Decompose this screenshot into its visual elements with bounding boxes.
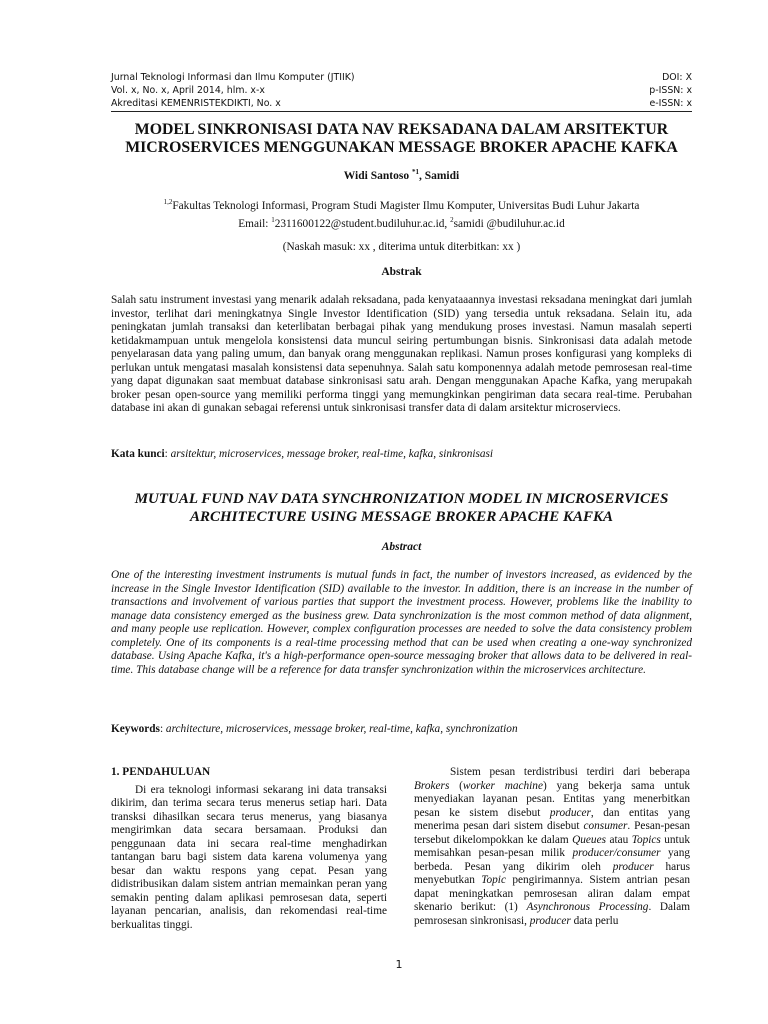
keywords: Keywords: architecture, microservices, message broker, real-time, kafka, synchronization — [111, 723, 518, 735]
journal-volume: Vol. x, No. x, April 2014, hlm. x-x — [111, 85, 265, 96]
e-issn: e-ISSN: x — [649, 98, 692, 109]
abstract-heading: Abstract — [381, 541, 422, 553]
affiliation-text: Fakultas Teknologi Informasi, Program Studi Magister Ilmu Komputer, Universitas Budi Luhur Jakarta — [172, 199, 640, 212]
email-1: 2311600122@student.budiluhur.ac.id, — [274, 217, 451, 230]
affiliation — [111, 195, 692, 231]
text-run: atau — [606, 833, 632, 846]
english-title-line-2: ARCHITECTURE USING MESSAGE BROKER APACHE KAFKA — [189, 509, 614, 525]
english-title-line-1: MUTUAL FUND NAV DATA SYNCHRONIZATION MODEL IN MICROSERVICES — [134, 491, 669, 507]
italic-run: producer — [529, 914, 571, 927]
author-1: Widi Santoso — [343, 169, 412, 182]
text-run: pengirimannya. Sistem antrian pesan dapat meningkatkan pemrosesan aliran dalam empat skenario berikut: (1) — [414, 874, 690, 913]
journal-header — [111, 71, 692, 110]
email-2: samidi @budiluhur.ac.id — [453, 217, 565, 230]
abstrak-text: Salah satu instrument investasi yang menarik adalah reksadana, pada kenyataaannya investasi reksadana meningkat dari jumlah investor, terlihat dari meningkatnya Single Investor Identification (SID) yang tersedia untuk reksadana. Selain itu, ada peningkatan jumlah transaksi dan keterlibatan berbagai pihak yang mendukung proses investasi. Namun masalah seperti ketidakmampuan untuk mengelola konsistensi data muncul seiring pertumbungan bisnis. Sinkronisasi data adalah metode penyelarasan data yang paling umum, dan banyak orang menggunakan replikasi. Namun proses konfigurasi yang kompleks di perlukan untuk mengatasi masalah konsistensi data sepenuhnya. Salah satu komponennya adalah metode pemrosesan real-time yang dapat digunakan saat membuat database sinkronisasi satu arah. Dengan menggunakan Apache Kafka, yang merupakah broker pesan open-source yang memiliki performa tinggi yang memungkinkan pengiriman data secara real-time. Perubahan database ini akan di gunakan sebagai referensi untuk sinkronisasi transfer data di dalam arsitektur microserviecs. — [111, 294, 692, 414]
text-run: , dan entitas yang menerima pesan dari sistem disebut — [414, 806, 690, 832]
italic-run: Topic — [481, 874, 506, 886]
journal-name: Jurnal Teknologi Informasi dan Ilmu Komputer (JTIIK) — [111, 72, 355, 83]
kata-kunci-label: Kata kunci — [111, 448, 165, 460]
abstrak-heading: Abstrak — [381, 266, 422, 278]
abstract-text: One of the interesting investment instruments is mutual funds in fact, the number of investors increased, as evidenced by the increase in the Single Investor Identification (SID) available to the investor. In addition, there is an increase in the number of transactions and involvement of various parties that support the investment process. However, problems like the inability to manage data consistency emerged as the business grew. Data synchronization is the most common method of data alignment, and many people use replication. However, complex configuration processes are needed to solve the data consistency problem completely. One of its components is a real-time processing method that can be used when creating a one-way synchronized database. Using Apache Kafka, it's a high-performance open-source messaging broker that allows data to be delivered in real-time. This database change will be a reference for data transfer synchronization within the microservices architecture. — [111, 569, 692, 676]
text-run: harus menyebutkan — [414, 860, 690, 886]
right-paragraph — [414, 766, 690, 928]
email-1-sup: 1 — [271, 215, 275, 224]
text-run: . Dalam pemrosesan sinkronisasi, — [414, 901, 690, 927]
italic-run: Queues — [572, 833, 606, 846]
author-2: Samidi — [424, 169, 460, 182]
italic-run: consumer — [583, 820, 628, 832]
author-1-sup: *1 — [411, 168, 419, 176]
keywords-values: architecture, microservices, message broker, real-time, kafka, synchronization — [165, 723, 518, 735]
italic-run: producer — [549, 806, 591, 819]
left-paragraph: Di era teknologi informasi sekarang ini data transaksi dikirim, dan terima secara terus menerus setiap hari. Data transksi dihasilkan secara terus menerus, yang biasanya mengirimkan data secara bersamaan. Produksi dan penggunaan data ini secara real-time menghadirkan tantangan baru bagi sistem data karena volumenya yang besar dan waktu respons yang cepat. Pesan yang didistribusikan dalam sistem antrian memainkan peran yang semakin penting dalam aplikasi pemrosesan data, seperti layanan pencarian, analisis, dan rekomendasi real-time berkualitas tinggi. — [111, 783, 387, 931]
paper-title — [111, 121, 692, 157]
italic-run: Topics — [631, 833, 661, 846]
keywords-label: Keywords — [111, 723, 160, 735]
email-2-sup: 2 — [450, 215, 454, 224]
text-run: ( — [449, 779, 463, 792]
email-label: Email: — [238, 217, 272, 230]
right-column — [414, 766, 690, 928]
english-title — [111, 490, 692, 526]
section-heading-pendahuluan: 1. PENDAHULUAN — [111, 766, 211, 778]
italic-run: worker machine — [462, 779, 543, 792]
p-issn: p-ISSN: x — [649, 85, 692, 96]
left-column — [111, 766, 387, 932]
doi: DOI: X — [662, 72, 692, 83]
author-separator: , — [418, 169, 425, 182]
paper-title-line-1: MODEL SINKRONISASI DATA NAV REKSADANA DALAM ARSITEKTUR — [134, 121, 669, 138]
submission-dates: (Naskah masuk: xx , diterima untuk diterbitkan: xx ) — [282, 241, 521, 253]
text-run: data perlu — [570, 914, 619, 927]
italic-run: Asynchronous Processing — [526, 901, 649, 913]
affiliation-sup: 1,2 — [163, 198, 173, 206]
text-run: Sistem pesan terdistribusi terdiri dari beberapa — [450, 766, 690, 778]
journal-accreditation: Akreditasi KEMENRISTEKDIKTI, No. x — [111, 98, 281, 109]
paper-title-line-2: MICROSERVICES MENGGUNAKAN MESSAGE BROKER APACHE KAFKA — [125, 139, 678, 156]
header-rule — [111, 111, 692, 112]
text-run: untuk memisahkan pesan-pesan milik — [414, 833, 690, 859]
text-run: yang berbeda. Pesan yang dikirim oleh — [414, 847, 690, 873]
kata-kunci: Kata kunci: arsitektur, microservices, message broker, real-time, kafka, sinkronisasi — [111, 448, 494, 460]
italic-run: producer/consumer — [572, 847, 661, 859]
text-run: ) yang bekerja sama untuk menyediakan layanan pesan. Entitas yang menerbitkan pesan ke sistem disebut — [414, 779, 690, 819]
authors — [111, 168, 692, 182]
italic-run: producer — [612, 860, 654, 873]
italic-run: Brokers — [414, 779, 450, 792]
text-run: . Pesan-pesan tersebut dikelompokkan ke dalam — [414, 820, 690, 846]
kata-kunci-values: arsitektur, microservices, message broker, real-time, kafka, sinkronisasi — [170, 448, 494, 460]
page-number: 1 — [395, 958, 403, 971]
